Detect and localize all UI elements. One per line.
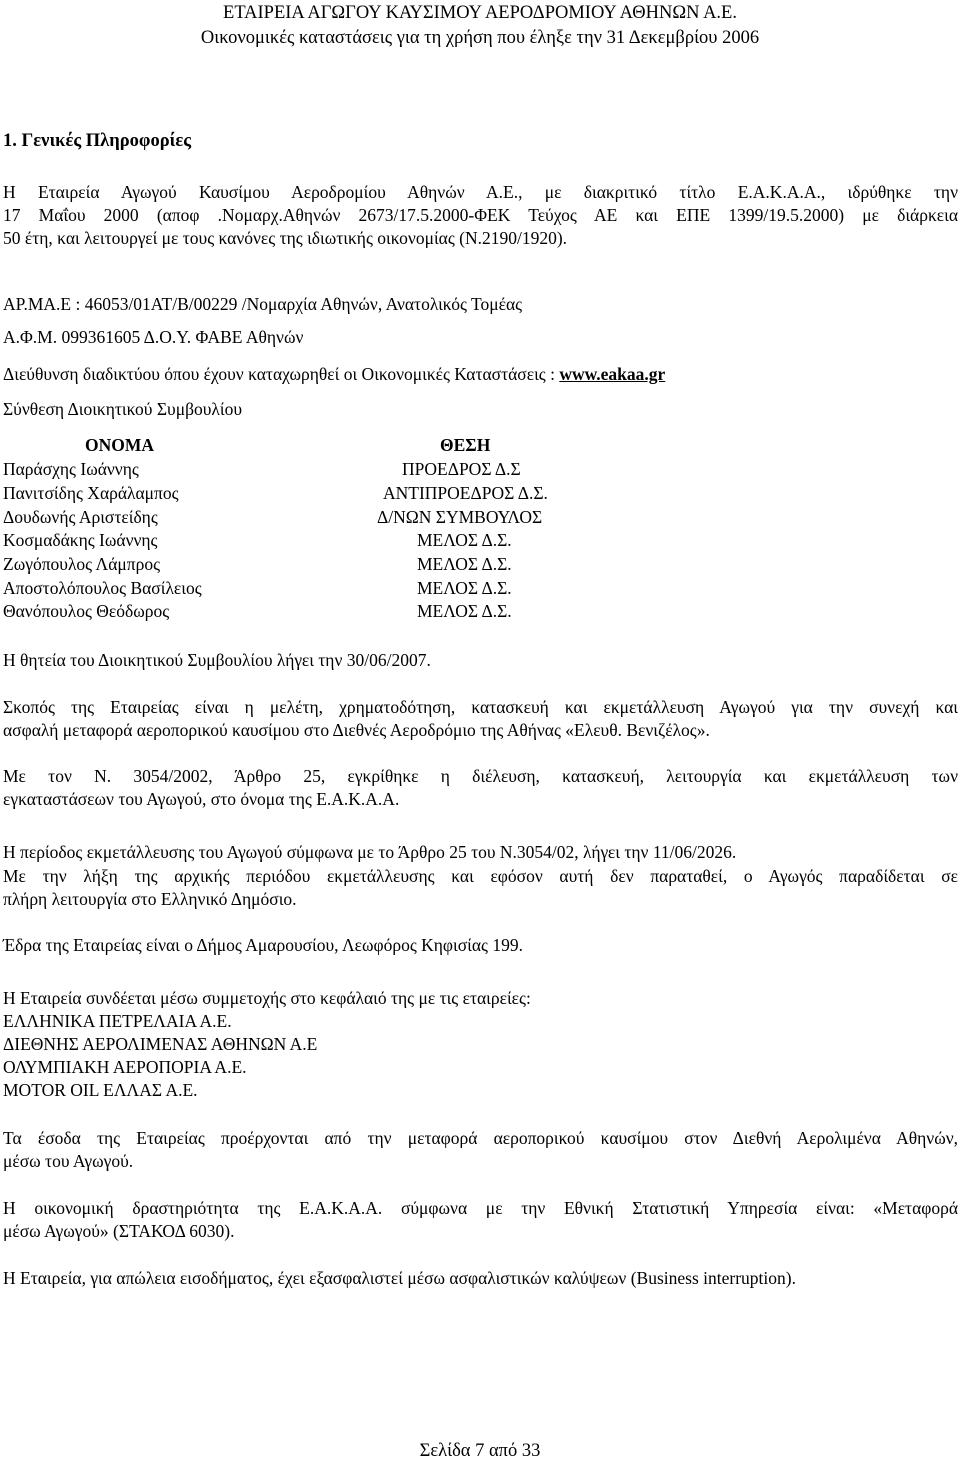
- intro-paragraph: [3, 181, 958, 250]
- seat-line: Έδρα της Εταιρείας είναι ο Δήμος Αμαρουσίου, Λεωφόρος Κηφισίας 199.: [3, 935, 523, 955]
- board-member-name: Πανιτσίδης Χαράλαμπος: [3, 483, 179, 503]
- intro-line-3: 50 έτη, και λειτουργεί με τους κανόνες της ιδιωτικής οικονομίας (Ν.2190/1920).: [3, 228, 568, 248]
- website-label: Διεύθυνση διαδικτύου όπου έχουν καταχωρηθεί οι Οικονομικές Καταστάσεις :: [3, 364, 560, 384]
- activity-line-2: μέσω Αγωγού» (ΣΤΑΚΟΔ 6030).: [3, 1221, 235, 1241]
- purpose-paragraph: [3, 696, 958, 742]
- law-line-1: Με τον Ν. 3054/2002, Άρθρο 25, εγκρίθηκε η διέλευση, κατασκευή, λειτουργία και εκμετάλλευση των: [3, 766, 958, 786]
- board-member-position: ΜΕΛΟΣ Δ.Σ.: [417, 554, 512, 574]
- related-intro: Η Εταιρεία συνδέεται μέσω συμμετοχής στο κεφάλαιό της με τις εταιρείες:: [3, 988, 531, 1008]
- intro-line-1: Η Εταιρεία Αγωγού Καυσίμου Αεροδρομίου Αθηνών Α.Ε., με διακριτικό τίτλο Ε.Α.Κ.Α.Α., ιδρύθηκε την: [3, 182, 958, 202]
- website-line: [3, 364, 665, 385]
- period-line: Η περίοδος εκμετάλλευσης του Αγωγού σύμφωνα με το Άρθρο 25 του Ν.3054/02, λήγει την 11/06/2026.: [3, 842, 737, 862]
- board-member-name: Ζωγόπουλος Λάμπρος: [3, 554, 161, 574]
- law-line-2: εγκαταστάσεων του Αγωγού, στο όνομα της Ε.Α.Κ.Α.Α.: [3, 789, 400, 809]
- board-member-position: ΠΡΟΕΔΡΟΣ Δ.Σ: [402, 459, 521, 479]
- website-link[interactable]: www.eakaa.gr: [559, 364, 666, 384]
- board-member-name: Παράσχης Ιωάννης: [3, 459, 139, 479]
- board-term: Η θητεία του Διοικητικού Συμβουλίου λήγει την 30/06/2007.: [3, 650, 431, 670]
- page-number: Σελίδα 7 από 33: [419, 1441, 541, 1461]
- board-col-name: ΟΝΟΜΑ: [85, 435, 155, 455]
- intro-line-2: 17 Μαΐου 2000 (αποφ .Νομαρχ.Αθηνών 2673/17.5.2000-ΦΕΚ Τεύχος ΑΕ και ΕΠΕ 1399/19.5.2000) με διάρκεια: [3, 205, 958, 225]
- related-company: ΕΛΛΗΝΙΚΑ ΠΕΤΡΕΛΑΙΑ Α.Ε.: [3, 1011, 232, 1031]
- registry-afm: Α.Φ.Μ. 099361605 Δ.Ο.Υ. ΦΑΒΕ Αθηνών: [3, 327, 304, 347]
- related-company: ΔΙΕΘΝΗΣ ΑΕΡΟΛΙΜΕΝΑΣ ΑΘΗΝΩΝ Α.Ε: [3, 1034, 318, 1054]
- expiry-line-1: Με την λήξη της αρχικής περιόδου εκμετάλλευσης και εφόσον αυτή δεν παραταθεί, ο Αγωγός παραδίδεται σε: [3, 866, 958, 886]
- registry-armae: ΑΡ.ΜΑ.Ε : 46053/01ΑΤ/Β/00229 /Νομαρχία Αθηνών, Ανατολικός Τομέας: [3, 294, 523, 314]
- related-company: ΟΛΥΜΠΙΑΚΗ ΑΕΡΟΠΟΡΙΑ Α.Ε.: [3, 1057, 247, 1077]
- board-col-position: ΘΕΣΗ: [440, 435, 491, 455]
- activity-line-1: Η οικονομική δραστηριότητα της Ε.Α.Κ.Α.Α. σύμφωνα με την Εθνική Στατιστική Υπηρεσία είναι: «Μεταφορά: [3, 1198, 958, 1218]
- revenue-paragraph: [3, 1127, 958, 1173]
- header-subtitle: Οικονομικές καταστάσεις για τη χρήση που έληξε την 31 Δεκεμβρίου 2006: [200, 28, 760, 48]
- purpose-line-1: Σκοπός της Εταιρείας είναι η μελέτη, χρηματοδότηση, κατασκευή και εκμετάλλευση Αγωγού για την συνεχή και: [3, 697, 958, 717]
- board-member-position: ΑΝΤΙΠΡΟΕΔΡΟΣ Δ.Σ.: [383, 483, 548, 503]
- insurance-line: Η Εταιρεία, για απώλεια εισοδήματος, έχει εξασφαλιστεί μέσω ασφαλιστικών καλύψεων (Business interruption).: [3, 1268, 796, 1288]
- board-member-name: Θανόπουλος Θεόδωρος: [3, 601, 170, 621]
- expiry-paragraph: [3, 865, 958, 911]
- purpose-line-2: ασφαλή μεταφορά αεροπορικού καυσίμου στο Διεθνές Αεροδρόμιο της Αθήνας «Ελευθ. Βενιζέλος».: [3, 720, 710, 740]
- expiry-line-2: πλήρη λειτουργία στο Ελληνικό Δημόσιο.: [3, 889, 297, 909]
- board-member-name: Κοσμαδάκης Ιωάννης: [3, 530, 158, 550]
- board-member-position: Δ/ΝΩΝ ΣΥΜΒΟΥΛΟΣ: [377, 507, 543, 527]
- board-member-name: Δουδωνής Αριστείδης: [3, 507, 158, 527]
- activity-paragraph: [3, 1197, 958, 1243]
- revenue-line-2: μέσω του Αγωγού.: [3, 1151, 134, 1171]
- board-member-position: ΜΕΛΟΣ Δ.Σ.: [417, 601, 512, 621]
- board-member-position: ΜΕΛΟΣ Δ.Σ.: [417, 578, 512, 598]
- board-member-position: ΜΕΛΟΣ Δ.Σ.: [417, 530, 512, 550]
- board-member-name: Αποστολόπουλος Βασίλειος: [3, 578, 202, 598]
- board-title: Σύνθεση Διοικητικού Συμβουλίου: [3, 399, 243, 419]
- header-company: ΕΤΑΙΡΕΙΑ ΑΓΩΓΟΥ ΚΑΥΣΙΜΟΥ ΑΕΡΟΔΡΟΜΙΟΥ ΑΘΗΝΩΝ Α.Ε.: [223, 3, 737, 23]
- law-paragraph: [3, 765, 958, 811]
- section-heading: 1. Γενικές Πληροφορίες: [3, 131, 192, 151]
- related-company: MOTOR OIL ΕΛΛΑΣ Α.Ε.: [3, 1080, 198, 1100]
- revenue-line-1: Τα έσοδα της Εταιρείας προέρχονται από την μεταφορά αεροπορικού καυσίμου στον Διεθνή Αερολιμένα Αθηνών,: [3, 1128, 958, 1148]
